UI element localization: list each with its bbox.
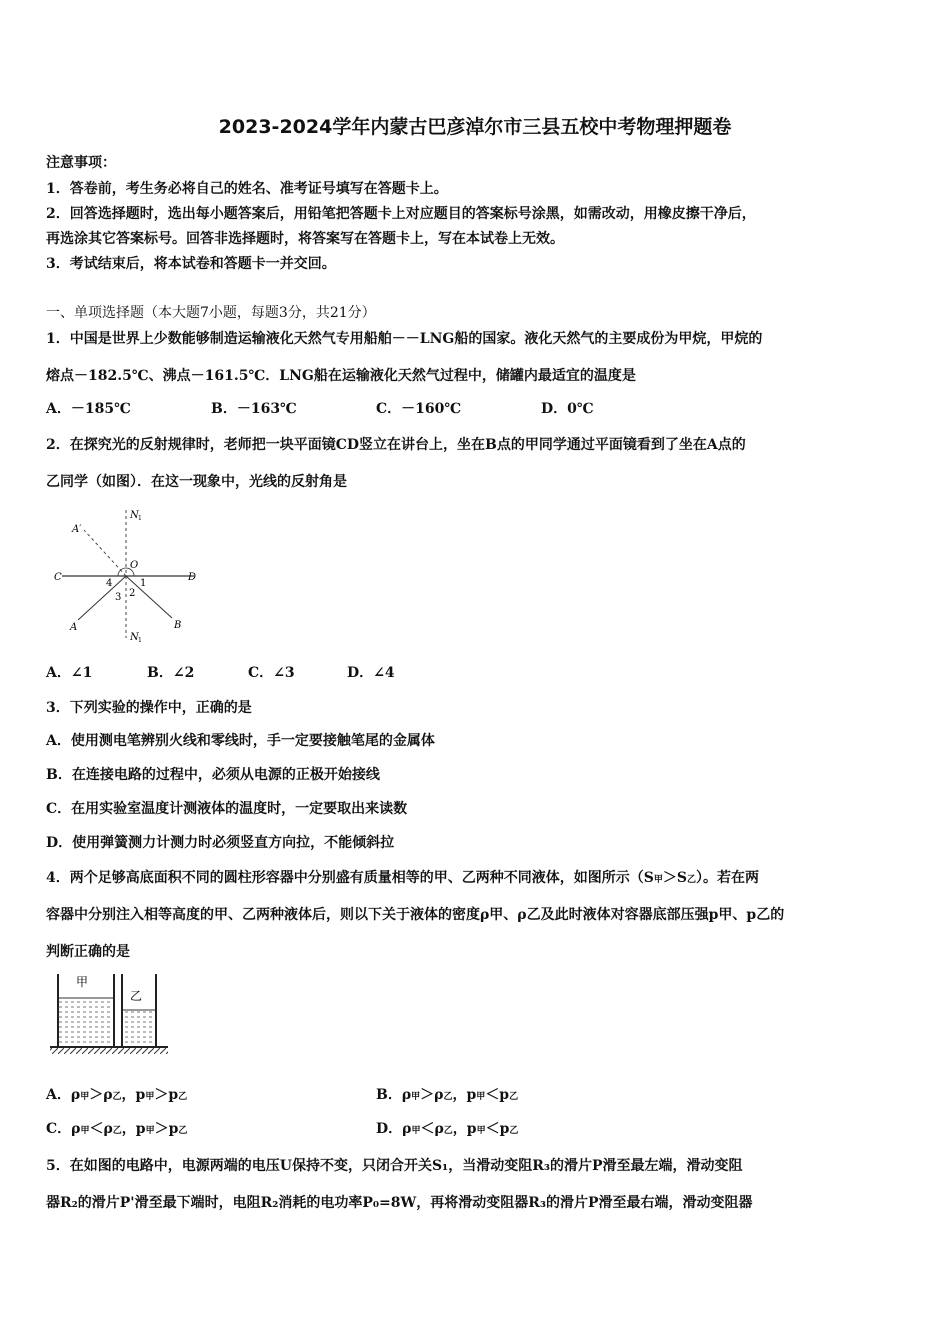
q4-c-p4: ＞p bbox=[154, 1121, 179, 1137]
q4-d-p3: ，p bbox=[452, 1121, 477, 1137]
q4-line-1 bbox=[46, 867, 759, 887]
q2-option-d: D．∠4 bbox=[347, 665, 395, 681]
q4-b-p3: ，p bbox=[452, 1087, 477, 1103]
q3-stem: 3．下列实验的操作中，正确的是 bbox=[46, 700, 252, 716]
label-angle-2: 2 bbox=[129, 588, 136, 599]
q4-d-p1: D．ρ bbox=[376, 1121, 412, 1137]
q4-b-s1: 甲 bbox=[411, 1092, 421, 1102]
label-n-top: N bbox=[130, 510, 139, 521]
q4-c-p3: ，p bbox=[121, 1121, 146, 1137]
label-d: D bbox=[188, 572, 197, 583]
notice-item-3: 3．考试结束后，将本试卷和答题卡一并交回。 bbox=[46, 256, 336, 272]
q4-line-3: 判断正确的是 bbox=[46, 944, 130, 960]
reflection-diagram bbox=[48, 500, 208, 648]
containers-diagram bbox=[46, 970, 172, 1058]
q2-line-1: 2．在探究光的反射规律时，老师把一块平面镜CD竖立在讲台上，坐在B点的甲同学通过平面镜看到了坐在A点的 bbox=[46, 437, 746, 453]
q4-a-s4: 乙 bbox=[178, 1092, 188, 1102]
q4-c-s2: 乙 bbox=[112, 1126, 122, 1136]
q4-b-p4: ＜p bbox=[485, 1087, 510, 1103]
q4-b-s2: 乙 bbox=[443, 1092, 453, 1102]
label-yi: 乙 bbox=[130, 989, 143, 1003]
q4-a-s1: 甲 bbox=[80, 1092, 90, 1102]
q2-option-b: B．∠2 bbox=[147, 665, 195, 681]
q3-option-b: B．在连接电路的过程中，必须从电源的正极开始接线 bbox=[46, 767, 380, 783]
q4-b-p2: ＞ρ bbox=[420, 1087, 444, 1103]
q4-a-p3: ，p bbox=[121, 1087, 146, 1103]
q2-option-c: C．∠3 bbox=[248, 665, 295, 681]
q4-a-p2: ＞ρ bbox=[89, 1087, 113, 1103]
q4-option-c bbox=[46, 1118, 187, 1138]
section-heading: 一、单项选择题（本大题7小题，每题3分，共21分） bbox=[46, 305, 376, 321]
label-jia: 甲 bbox=[76, 975, 89, 989]
q1-option-b: B．－163℃ bbox=[211, 401, 297, 417]
q4-c-s1: 甲 bbox=[80, 1126, 90, 1136]
q4-d-s1: 甲 bbox=[411, 1126, 421, 1136]
q4-a-p1: A．ρ bbox=[46, 1087, 81, 1103]
q1-line-2: 熔点－182.5℃、沸点－161.5℃．LNG船在运输液化天然气过程中，储罐内最适宜的温度是 bbox=[46, 368, 636, 384]
q4-option-a bbox=[46, 1084, 187, 1104]
q4-line-1-end: ）。若在两 bbox=[696, 870, 760, 886]
q1-option-c: C．－160℃ bbox=[376, 401, 462, 417]
q3-option-a: A．使用测电笔辨别火线和零线时，手一定要接触笔尾的金属体 bbox=[46, 733, 435, 749]
q2-option-a: A．∠1 bbox=[46, 665, 93, 681]
label-a-prime: A′ bbox=[72, 524, 82, 535]
q4-c-p1: C．ρ bbox=[46, 1121, 81, 1137]
ground-hatch bbox=[50, 1048, 168, 1054]
label-a: A bbox=[70, 622, 78, 633]
label-o: O bbox=[130, 560, 139, 571]
q4-line-1-text: 4．两个足够高底面积不同的圆柱形容器中分别盛有质量相等的甲、乙两种不同液体，如图所示（S bbox=[46, 870, 654, 886]
label-n-top-sub: 1 bbox=[138, 515, 142, 522]
q4-b-s3: 甲 bbox=[476, 1092, 486, 1102]
notice-item-2: 2．回答选择题时，选出每小题答案后，用铅笔把答题卡上对应题目的答案标号涂黑，如需改动，用橡皮擦干净后， bbox=[46, 206, 756, 222]
q4-d-p4: ＜p bbox=[485, 1121, 510, 1137]
q4-a-p4: ＞p bbox=[154, 1087, 179, 1103]
q1-line-1: 1．中国是世界上少数能够制造运输液化天然气专用船舶－－LNG船的国家。液化天然气的主要成份为甲烷，甲烷的 bbox=[46, 331, 763, 347]
label-b: B bbox=[174, 620, 182, 631]
q4-a-s3: 甲 bbox=[145, 1092, 155, 1102]
notice-item-1: 1．答卷前，考生务必将自己的姓名、准考证号填写在答题卡上。 bbox=[46, 181, 448, 197]
q5-line-2: 器R₂的滑片P'滑至最下端时，电阻R₂消耗的电功率P₀=8W，再将滑动变阻器R₃的滑片P滑至最右端，滑动变阻器 bbox=[46, 1195, 753, 1211]
q4-line-2: 容器中分别注入相等高度的甲、乙两种液体后，则以下关于液体的密度ρ甲、ρ乙及此时液体对容器底部压强p甲、p乙的 bbox=[46, 907, 785, 923]
q1-option-d: D．0℃ bbox=[541, 401, 594, 417]
label-n-bottom: N bbox=[130, 632, 139, 643]
q4-option-d bbox=[376, 1118, 518, 1138]
q4-c-p2: ＜ρ bbox=[89, 1121, 113, 1137]
notice-heading: 注意事项： bbox=[46, 155, 116, 171]
liquid-jia bbox=[58, 998, 114, 1046]
label-angle-3: 3 bbox=[115, 592, 122, 603]
q4-a-s2: 乙 bbox=[112, 1092, 122, 1102]
q4-c-s3: 甲 bbox=[145, 1126, 155, 1136]
label-angle-4: 4 bbox=[106, 578, 113, 589]
label-n-bottom-sub: 1 bbox=[138, 637, 142, 644]
q3-option-d: D．使用弹簧测力计测力时必须竖直方向拉，不能倾斜拉 bbox=[46, 835, 395, 851]
virtual-ray bbox=[84, 530, 126, 576]
q4-c-s4: 乙 bbox=[178, 1126, 188, 1136]
label-c: C bbox=[54, 572, 62, 583]
q4-line-1-mid: ＞S bbox=[662, 870, 687, 886]
q4-line-1-sub2: 乙 bbox=[687, 875, 697, 885]
q4-b-p1: B．ρ bbox=[376, 1087, 412, 1103]
q4-d-s2: 乙 bbox=[443, 1126, 453, 1136]
q4-d-s4: 乙 bbox=[509, 1126, 519, 1136]
liquid-yi bbox=[122, 1010, 156, 1046]
q1-option-a: A．－185℃ bbox=[46, 401, 131, 417]
q4-d-p2: ＜ρ bbox=[420, 1121, 444, 1137]
q4-line-1-sub1: 甲 bbox=[653, 875, 663, 885]
label-angle-1: 1 bbox=[140, 578, 147, 589]
notice-item-2-cont: 再选涂其它答案标号。回答非选择题时，将答案写在答题卡上，写在本试卷上无效。 bbox=[46, 231, 564, 247]
q4-d-s3: 甲 bbox=[476, 1126, 486, 1136]
q4-option-b bbox=[376, 1084, 518, 1104]
q3-option-c: C．在用实验室温度计测液体的温度时，一定要取出来读数 bbox=[46, 801, 408, 817]
page-title: 2023-2024学年内蒙古巴彦淖尔市三县五校中考物理押题卷 bbox=[218, 116, 732, 138]
q4-b-s4: 乙 bbox=[509, 1092, 519, 1102]
q2-line-2: 乙同学（如图）．在这一现象中，光线的反射角是 bbox=[46, 474, 347, 490]
q5-line-1: 5．在如图的电路中，电源两端的电压U保持不变，只闭合开关S₁，当滑动变阻R₃的滑片P滑至最左端，滑动变阻 bbox=[46, 1158, 743, 1174]
